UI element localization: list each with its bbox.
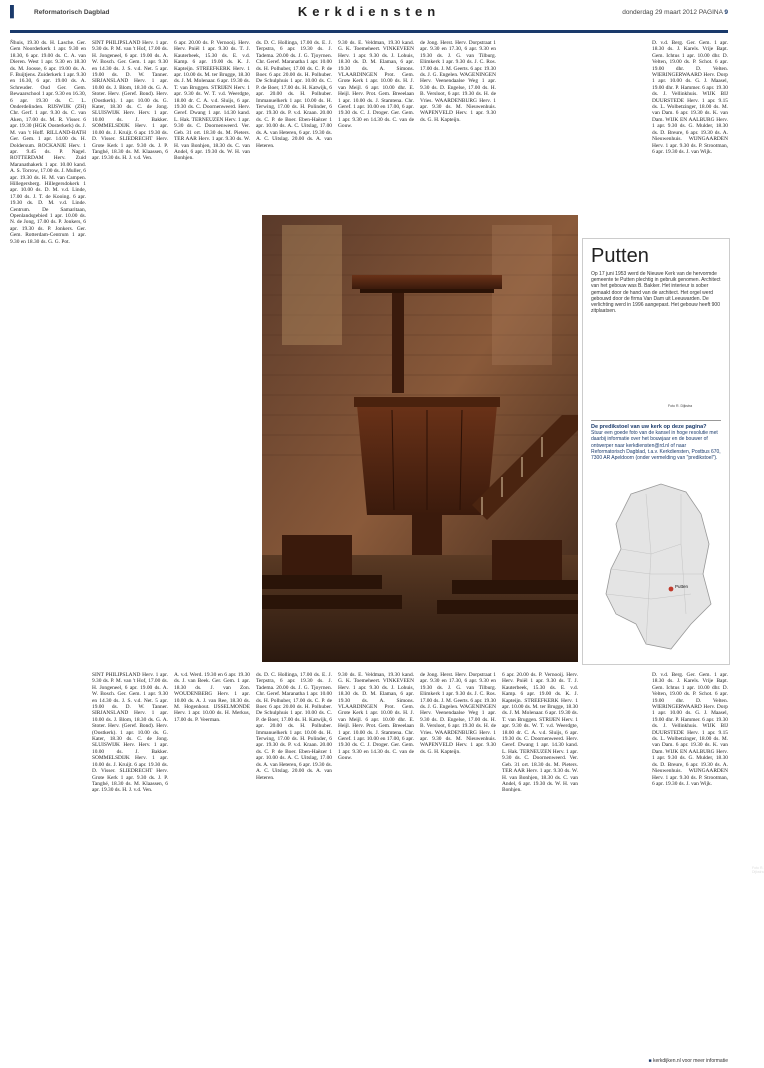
column-text: D. v.d. Berg. Ger. Gem. 1 apr. 18.30 ds. J. Karels. Vrije Bapt. Gem. Ichtus 1 apr. 10.00 dhr. D. Velten, 19.00 ds. P. Schot. 6 apr. 19.00 dhr. D. Velten. WIERINGERWAARD Herv. Dorp 1 apr. 10.00 ds. G. J. Maasel, 19.00 dhr. P. Hammer. 6 apr. 19.30 ds. J. Vellinkhuis. WIJK BIJ DUURSTEDE Herv. 1 apr. 9.15 ds. L. Wolbetzinger, 18.00 ds. M. van Dam. 6 apr. 19.30 ds. K. van Dam. WIJK EN AALBURG Herv. 1 apr. 9.30 ds. G. Mulder, 18.30 ds. D. Breure, 6 apr. 19.30 ds. A. Nieuwenhuis. WIJNGAARDEN Herv. 1 apr. 9.30 ds. P. Strootman, 6 apr. 19.30 ds. J. van Wijk. xyxy=(652,672,728,787)
column-5 xyxy=(338,40,414,212)
infobox-text: Op 17 juni 1953 werd de Nieuwe Kerk van de hervormde gemeente te Putten plechtig in gebruik genomen. Architect van het gebouw was B. Bakker. Het interieur is sober gemaakt door de hand van de architect. Het orgel werd gebouwd door de firma Van Dam uit Leeuwarden. De verlichting werd in 1996 aangepast. Het gebouw heeft 900 zitplaatsen. xyxy=(591,271,721,315)
column-4-lower xyxy=(256,672,332,1062)
column-text: SINT PHILIPSLAND Herv. 1 apr. 9.30 ds. P. M. van 't Hof, 17.00 ds. H. Jongeneel, 6 apr. 19.00 ds. A. W. Bosch. Ger. Gem. 1 apr. 9.30 en 14.30 ds. J. S. v.d. Net. 5 apr. 19.00 ds. D. W. Tanner. SIRJANSLAND Herv. 1 apr. 10.00 ds. J. Blom, 18.30 ds. G. A. Stoter. Herv. (Geref. Bond). Herv. (Oostkerk). 1 apr. 10.00 ds. G. Kater, 18.30 ds. C. de Jong. SLUISWIJK Herv. Herv. 1 apr. 10.00 ds. J. Bakker. SOMMELSDIJK Herv. 1 apr. 10.00 ds. J. Kruijt. 6 apr. 19.30 ds. D. Visser. SLIEDRECHT Herv. Grote Kerk 1 apr. 9.30 ds. J. P. Tanghé, 18.30 ds. M. Klaassen, 6 apr. 19.30 ds. H. J. v.d. Ven. xyxy=(92,40,168,162)
footer-icon: ■ xyxy=(648,1058,652,1064)
pulpit-illustration xyxy=(262,215,578,662)
date: donderdag 29 maart 2012 xyxy=(622,9,698,16)
column-5-lower xyxy=(338,672,414,1062)
section-title: Kerkdiensten xyxy=(297,4,441,19)
infobox-title: Putten xyxy=(591,245,649,267)
submission-callout xyxy=(591,420,721,461)
column-6 xyxy=(420,40,496,212)
column-text: 6 apr. 20.00 ds. P. Vernooij. Herv. Herv. Pniël 1 apr. 9.30 ds. T. J. Kauterbeek, 15.30 ds. E. v.d. Kamp. 6 apr. 19.00 ds. K. J. Kapteijn. STREEFKERK Herv. 1 apr. 10.00 ds. M. ter Brugge, 18.30 ds. J. M. Molenaar. 6 apr. 19.30 ds. T. van Bruggen. STRIJEN Herv. 1 apr. 9.30 ds. W. T. v.d. Weerdgte, 18.00 dr. C. A. v.d. Sluijs, 6 apr. 19.30 ds. C. Doornenweerd. Herv. Geref. Dwang 1 apr. 14.30 kand. L. Hak. TERNEUZEN Herv. 1 apr. 9.30 ds. C. Doornenweerd. Ver. Geb. 31 ort. 18.30 ds. M. Pieters. TER AAR Herv. 1 apr. 9.30 ds. W. H. van Bonhjen, 18.30 ds. C. van Andel, 6 apr. 19.30 ds. W. H. van Bonhjen. xyxy=(174,40,250,162)
column-text: Ñhuis, 19.30 ds. H. Lasche. Ger. Gem Noorderkerk 1 apr. 9.30 en 18.30, 6 apr. 19.00 ds. C. A. van Dieren. West 1 apr. 9.30 en 18.30 ds. M. Joosse, 6 apr. 19.00 ds. A. F. Buijtjens. Zuiderkerk 1 apr. 9.30 en 16.30, 6 apr. 19.00 ds. A. Schreuder. Oud Ger. Gem. Bewaarschool 1 apr. 9.30 en 16.30, 6 apr. 19.30 ds. C. L. Onderdelinden. RIJSWIJK (ZH) Chr. Gerf. 1 apr. 9.30 ds. C. van Aken, 17.00 ds. M. R. Visser. 6 apr. 19.30 (HGK Oosterkerk) ds. J. M. van 't Hoff. RILLAND-BATH Ger. Gem. 1 apr. 14.00 ds. H. Doldersum. ROCKANJE Herv. 1 apr. 9.45 ds. P. Nagel. ROTTERDAM Herv. Zuid Maranathakerk 1 apr. 10.00 kand. A. S. Torrow, 17.00 ds. J. Muller, 6 apr. 19.30 ds. H. M. van Campen. Hillegersberg. Hillegersdokerk 1 apr. 10.00 ds. D. M. v.d. Linde, 17.00 ds. J. T. de Kooing. 6 apr. 19.30 ds. D. M. v.d. Linde. Centrum. De Samaritaan, Openlandsgebied 1 apr. 10.00 ds. N. de Jong, 17.00 ds. P. Jonkers, 6 apr. 19.30 ds. P. Jonkers. Ger. Gem. Rotterdam-Centrum 1 apr. 9.30 en 18.30 ds. G. G. Pot. xyxy=(10,40,86,245)
photo-credit: Foto R. Dijkstra xyxy=(752,866,764,874)
column-text: SINT PHILIPSLAND Herv. 1 apr. 9.30 ds. P. M. van 't Hof, 17.00 ds. H. Jongeneel, 6 apr. 19.00 ds. A. W. Bosch. Ger. Gem. 1 apr. 9.30 en 14.30 ds. J. S. v.d. Net. 5 apr. 19.00 ds. D. W. Tanner. SIRJANSLAND Herv. 1 apr. 10.00 ds. J. Blom, 18.30 ds. G. A. Stoter. Herv. (Geref. Bond). Herv. (Oostkerk). 1 apr. 10.00 ds. G. Kater, 18.30 ds. C. de Jong. SLUISWIJK Herv. Herv. 1 apr. 10.00 ds. J. Bakker. SOMMELSDIJK Herv. 1 apr. 10.00 ds. J. Kruijt. 6 apr. 19.30 ds. D. Visser. SLIEDRECHT Herv. Grote Kerk 1 apr. 9.30 ds. J. P. Tanghé, 18.30 ds. M. Klaassen, 6 apr. 19.30 ds. H. J. v.d. Ven. xyxy=(92,672,168,794)
column-text: 6 apr. 20.00 ds. P. Vernooij. Herv. Herv. Pniël 1 apr. 9.30 ds. T. J. Kauterbeek, 15.30 ds. E. v.d. Kamp. 6 apr. 19.00 ds. K. J. Kapteijn. STREEFKERK Herv. 1 apr. 10.00 ds. M. ter Brugge, 18.30 ds. J. M. Molenaar. 6 apr. 19.30 ds. T. van Bruggen. STRIJEN Herv. 1 apr. 9.30 ds. W. T. v.d. Weerdgte, 18.00 dr. C. A. v.d. Sluijs, 6 apr. 19.30 ds. C. Doornenweerd. Herv. Geref. Dwang 1 apr. 14.30 kand. L. Hak. TERNEUZEN Herv. 1 apr. 9.30 ds. C. Doornenweerd. Ver. Geb. 31 ort. 18.30 ds. M. Pieters. TER AAR Herv. 1 apr. 9.30 ds. W. H. van Bonhjen, 18.30 ds. C. van Andel, 6 apr. 19.30 ds. W. H. van Bonhjen. xyxy=(502,672,578,794)
column-3 xyxy=(174,40,250,212)
column-text: ds. D. C. Hollinga, 17.00 ds. E. J. Terpstra, 6 apr. 19.30 ds. J. Tadema. 20.00 ds. J. G. Tjoyrnen. Chr. Geref. Maranatha 1 apr. 10.00 ds. H. Polhuber, 17.00 ds. C. P. de Boer. 6 apr. 20.00 ds. H. Polhuber. De Schulphuis 1 apr. 10.00 ds. C. P. de Boer, 17.00 ds. H. Katwijk, 6 apr. 20.00 ds. H. Polhuber. Immanuelkerk 1 apr. 10.00 ds. H. Terwing, 17.00 ds. H. Polinder, 6 apr. 19.30 ds. P. v.d. Kraan. 20.00 ds. C. P. de Boer. Eben-Haëzer 1 apr. 10.00 ds. A. C. Uitslag, 17.00 ds. A. van Heteren, 6 apr. 19.30 ds. A. C. Uitslag. 20.00 ds. A. van Heteren. xyxy=(256,40,332,149)
column-4 xyxy=(256,40,332,212)
column-7-lower xyxy=(502,672,578,1062)
paper-name: Reformatorisch Dagblad xyxy=(34,9,110,16)
column-7 xyxy=(652,40,728,235)
date-line xyxy=(622,9,728,16)
column-1 xyxy=(10,40,86,1062)
page-number: 9 xyxy=(724,9,728,16)
page-header xyxy=(10,0,728,34)
column-text: de Jong. Herst. Herv. Dorpstraat 1 apr. 9.30 en 17.30, 6 apr. 9.30 en 19.30 ds. J. G. van Tilburg. Elimkerk 1 apr. 9.30 ds. J. C. Ros. 17.00 ds. J. M. Geerts. 6 apr. 19.30 ds. J. G. Engelen. WAGENINGEN Herv. Veenendaalse Weg 1 apr. 9.30 ds. D. Engelse, 17.00 ds. H. B. Versloot, 6 apr. 19.30 ds. H. de Vries. WAARDENBURG Herv. 1 apr. 9.30 ds. M. Nieuwenhuis. WAPENVELD Herv. 1 apr. 9.30 ds. G. H. Kapteijn. xyxy=(420,40,496,123)
map-icon xyxy=(591,474,721,659)
info-box xyxy=(582,238,730,665)
column-3-lower xyxy=(174,672,250,1062)
column-text: D. v.d. Berg. Ger. Gem. 1 apr. 18.30 ds. J. Karels. Vrije Bapt. Gem. Ichtus 1 apr. 10.00 dhr. D. Velten, 19.00 ds. P. Schot. 6 apr. 19.00 dhr. D. Velten. WIERINGERWAARD Herv. Dorp 1 apr. 10.00 ds. G. J. Maasel, 19.00 dhr. P. Hammer. 6 apr. 19.30 ds. J. Vellinkhuis. WIJK BIJ DUURSTEDE Herv. 1 apr. 9.15 ds. L. Wolbetzinger, 18.00 ds. M. van Dam. 6 apr. 19.30 ds. K. van Dam. WIJK EN AALBURG Herv. 1 apr. 9.30 ds. G. Mulder, 18.30 ds. D. Breure, 6 apr. 19.30 ds. A. Nieuwenhuis. WIJNGAARDEN Herv. 1 apr. 9.30 ds. P. Strootman, 6 apr. 19.30 ds. J. van Wijk. xyxy=(652,40,728,155)
column-text: de Jong. Herst. Herv. Dorpstraat 1 apr. 9.30 en 17.30, 6 apr. 9.30 en 19.30 ds. J. G. van Tilburg. Elimkerk 1 apr. 9.30 ds. J. C. Ros. 17.00 ds. J. M. Geerts. 6 apr. 19.30 ds. J. G. Engelen. WAGENINGEN Herv. Veenendaalse Weg 1 apr. 9.30 ds. D. Engelse, 17.00 ds. H. B. Versloot, 6 apr. 19.30 ds. H. de Vries. WAARDENBURG Herv. 1 apr. 9.30 ds. M. Nieuwenhuis. WAPENVELD Herv. 1 apr. 9.30 ds. G. H. Kapteijn. xyxy=(420,672,496,755)
infobox-credit: Foto R. Dijkstra xyxy=(668,404,693,408)
column-6-lower xyxy=(420,672,496,1062)
column-text: ds. D. C. Hollinga, 17.00 ds. E. J. Terpstra, 6 apr. 19.30 ds. J. Tadema. 20.00 ds. J. G. Tjoyrnen. Chr. Geref. Maranatha 1 apr. 10.00 ds. H. Polhuber, 17.00 ds. C. P. de Boer. 6 apr. 20.00 ds. H. Polhuber. De Schulphuis 1 apr. 10.00 ds. C. P. de Boer, 17.00 ds. H. Katwijk, 6 apr. 20.00 ds. H. Polhuber. Immanuelkerk 1 apr. 10.00 ds. H. Terwing, 17.00 ds. H. Polinder, 6 apr. 19.30 ds. P. v.d. Kraan. 20.00 ds. C. P. de Boer. Eben-Haëzer 1 apr. 10.00 ds. A. C. Uitslag, 17.00 ds. A. van Heteren, 6 apr. 19.30 ds. A. C. Uitslag. 20.00 ds. A. van Heteren. xyxy=(256,672,332,781)
column-2-lower xyxy=(92,672,168,1062)
masthead-bar xyxy=(10,30,728,33)
map-label: Putten xyxy=(675,584,689,589)
footer-note xyxy=(649,1058,728,1064)
netherlands-map xyxy=(591,474,721,659)
column-text: A. v.d. Werd. 19.30 en 6 apr. 19.30 ds. J. van Beek. Ger. Gem. 1 apr. 18.30 ds. J. van Zon. WOUDENBERG Herv. 1 apr. 10.00 ds. A. J. van Ree, 18.30 ds. M. Hogenhout. IJSSELMONDE Herv. 1 apr. 10.00 ds. H. Merkus, 17.00 ds. P. Veerman. xyxy=(174,672,250,723)
putten-marker xyxy=(669,587,674,592)
footer-text: kerkdijken.nl voor meer informatie xyxy=(652,1058,728,1064)
column-text: 9.30 ds. E. Veldman, 19.30 kand. G. K. Toemeheert. VINKEVEEN Herv. 1 apr. 9.30 ds. J. Lohuis, 18.30 ds. D. M. Elaman, 6 apr. 19.30 ds. A. Simons. VLAARDINGEN Prot. Gem. Grote Kerk 1 apr. 10.00 ds. H. J. van Meijl. 6 apr. 10.00 dhr. E. Heijl. Herv. Prot. Gem. Breeelaan 1 apr. 10.00 ds. J. Stamtena. Chr. Geref. 1 apr. 10.00 en 17.00, 6 apr. 19.30 ds. C. J. Droger. Ger. Gem. 1 apr. 9.30 en 14.30 ds. C. van de Gouw. xyxy=(338,672,414,762)
page-number-left: ▌ xyxy=(10,6,18,18)
callout-title: De predikstoel van uw kerk op deze pagina? xyxy=(591,424,707,430)
column-8-lower xyxy=(652,672,728,1057)
column-text: 9.30 ds. E. Veldman, 19.30 kand. G. K. Toemeheert. VINKEVEEN Herv. 1 apr. 9.30 ds. J. Lohuis, 18.30 ds. D. M. Elaman, 6 apr. 19.30 ds. A. Simons. VLAARDINGEN Prot. Gem. Grote Kerk 1 apr. 10.00 ds. H. J. van Meijl. 6 apr. 10.00 dhr. E. Heijl. Herv. Prot. Gem. Breeelaan 1 apr. 10.00 ds. J. Stamtena. Chr. Geref. 1 apr. 10.00 en 17.00, 6 apr. 19.30 ds. C. J. Droger. Ger. Gem. 1 apr. 9.30 en 14.30 ds. C. van de Gouw. xyxy=(338,40,414,130)
column-2 xyxy=(92,40,168,212)
page-label: PAGINA xyxy=(698,9,723,16)
callout-text: Stuur een goede foto van de kansel in hoge resolutie met daarbij informatie over het bouwjaar en de bouwer of ontwerper naar kerkdiensten@rd.nl of naar Reformatorisch Dagblad, t.a.v. Kerkdiensten, Postbus 670, 7300 AR Apeldoorn (onder vermelding van "predikstoel"). xyxy=(591,430,721,462)
